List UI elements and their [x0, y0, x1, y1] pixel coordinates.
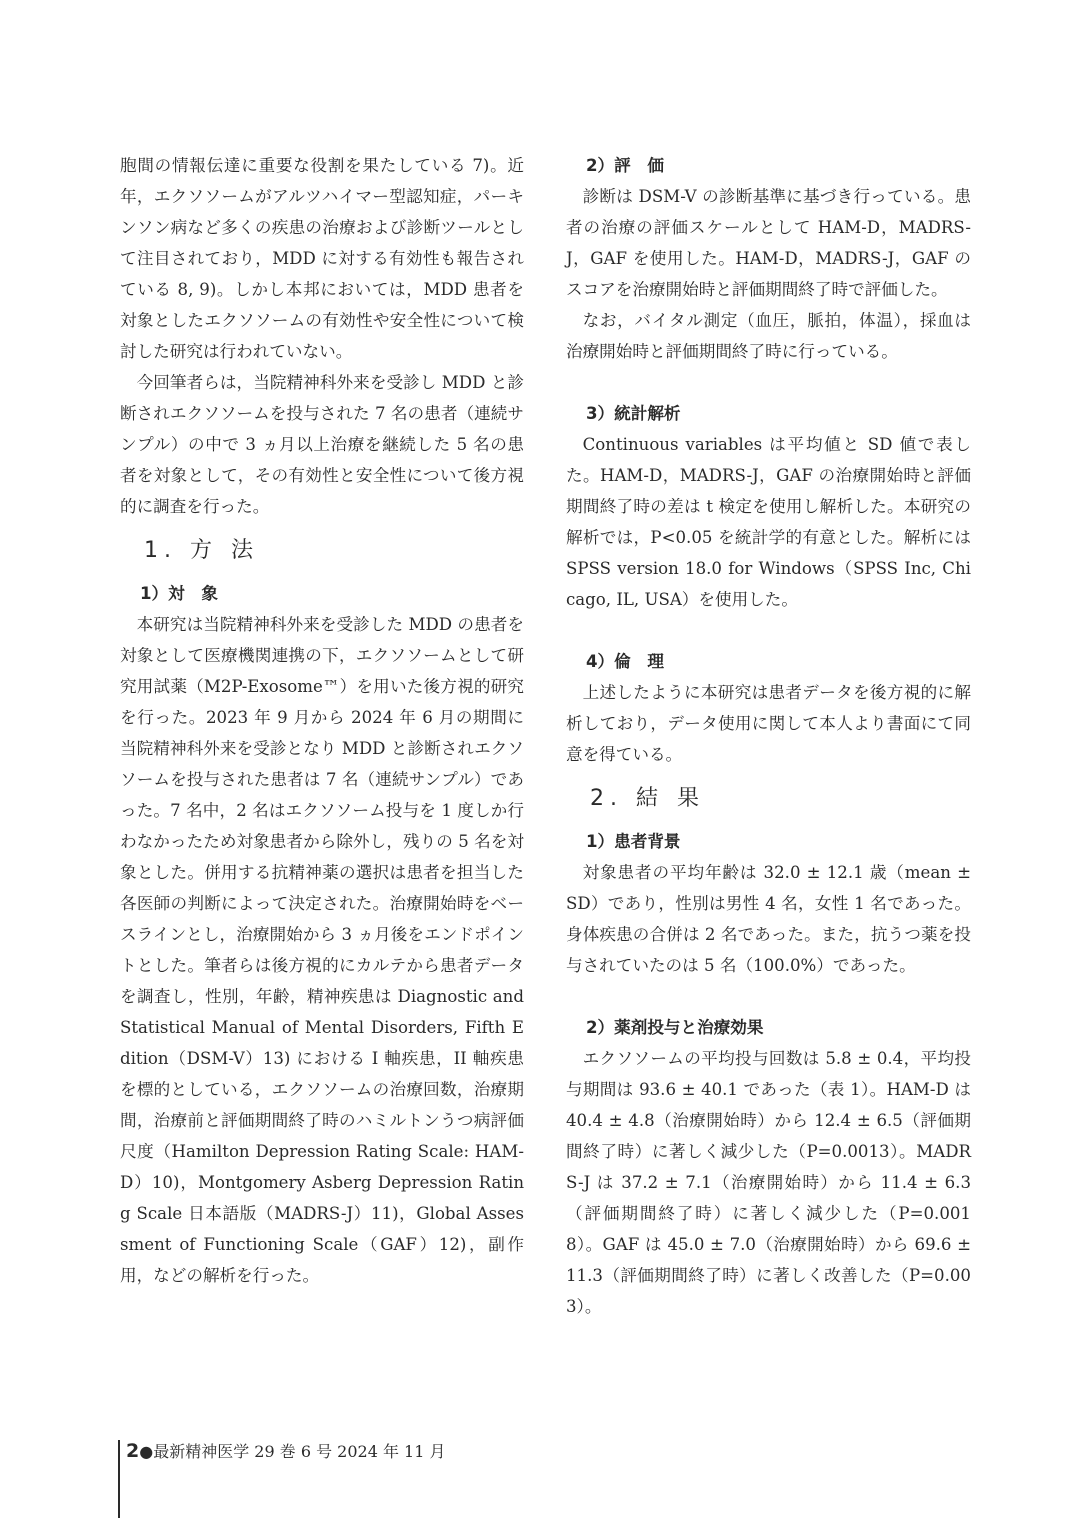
spacer	[566, 981, 971, 1012]
paragraph-background: 対象患者の平均年齢は 32.0 ± 12.1 歳（mean ± SD）であり，性別は男性 4 名，女性 1 名であった。身体疾患の合併は 2 名であった。また，抗うつ薬を投与されていたのは 5 名（100.0%）であった。	[566, 863, 971, 975]
subheading-administration: 2）薬剤投与と治療効果	[586, 1018, 764, 1037]
paragraph-vitals: なお，バイタル測定（血圧，脈拍，体温），採血は治療開始時と評価期間終了時に行っている。	[566, 311, 971, 361]
subheading-background: 1）患者背景	[586, 832, 681, 851]
page-footer	[118, 1440, 446, 1518]
paragraph-ethics: 上述したように本研究は患者データを後方視的に解析しており，データ使用に関して本人より書面にて同意を得ている。	[566, 683, 971, 764]
journal-citation: ●最新精神医学 29 巻 6 号 2024 年 11 月	[139, 1442, 446, 1461]
section-heading-results: 2. 結 果	[590, 786, 705, 811]
paragraph-intro-aim: 今回筆者らは，当院精神科外来を受診し MDD と診断されエクソソームを投与された 7 名の患者（連続サンプル）の中で 3 ヵ月以上治療を継続した 5 名の患者を対象として，その有効性と安全性について後方視的に調査を行った。	[120, 373, 524, 516]
right-column	[566, 150, 971, 1322]
paragraph-statistics: Continuous variables は平均値と SD 値で表した。HAM-D，MADRS-J，GAF の治療開始時と評価期間終了時の差は t 検定を使用し解析した。本研究の解析では，P<0.05 を統計学的有意とした。解析には SPSS version 18.0 for Windows（SPSS Inc, Chicago, IL, USA）を使用した。	[566, 435, 971, 609]
paragraph-administration: エクソソームの平均投与回数は 5.8 ± 0.4，平均投与期間は 93.6 ± 40.1 であった（表 1）。HAM-D は 40.4 ± 4.8（治療開始時）から 12.4 ± 6.5（評価期間終了時）に著しく減少した（P=0.0013）。MADRS-J は 37.2 ± 7.1（治療開始時）から 11.4 ± 6.3（評価期間終了時）に著しく減少した（P=0.0018）。GAF は 45.0 ± 7.0（治療開始時）から 69.6 ± 11.3（評価期間終了時）に著しく改善した（P=0.003）。	[566, 1049, 971, 1316]
spacer	[566, 615, 971, 646]
spacer	[566, 367, 971, 398]
subheading-evaluation: 2）評 価	[586, 156, 664, 175]
section-heading-methods: 1. 方 法	[144, 538, 259, 563]
page-number: 2	[126, 1440, 140, 1462]
subheading-subjects: 1）対 象	[140, 584, 218, 603]
subheading-statistics: 3）統計解析	[586, 404, 681, 423]
paragraph-subjects: 本研究は当院精神科外来を受診した MDD の患者を対象として医療機関連携の下，エクソソームとして研究用試薬（M2P-Exosome™）を用いた後方視的研究を行った。2023 年 9 月から 2024 年 6 月の期間に当院精神科外来を受診となり MDD と診断されエクソソームを投与された患者は 7 名（連続サンプル）であった。7 名中，2 名はエクソソーム投与を 1 度しか行わなかったため対象患者から除外し，残りの 5 名を対象とした。併用する抗精神薬の選択は患者を担当した各医師の判断によって決定された。治療開始時をベースラインとし，治療開始から 3 ヵ月後をエンドポイントとした。筆者らは後方視的にカルテから患者データを調査し，性別，年齢，精神疾患は Diagnostic and Statistical Manual of Mental Disorders, Fifth Edition（DSM-V）13) における I 軸疾患，II 軸疾患を標的としている，エクソソームの治療回数，治療期間，治療前と評価期間終了時のハミルトンうつ病評価尺度（Hamilton Depression Rating Scale: HAM-D）10)，Montgomery Asberg Depression Rating Scale 日本語版（MADRS-J）11)，Global Assessment of Functioning Scale（GAF）12)，副作用，などの解析を行った。	[120, 615, 524, 1285]
paragraph-evaluation: 診断は DSM-V の診断基準に基づき行っている。患者の治療の評価スケールとして HAM-D，MADRS-J，GAF を使用した。HAM-D，MADRS-J，GAF のスコアを治療開始時と評価期間終了時で評価した。	[566, 187, 971, 299]
left-column	[120, 150, 524, 1291]
paragraph-intro-continued: 胞間の情報伝達に重要な役割を果たしている 7)。近年，エクソソームがアルツハイマー型認知症，パーキンソン病など多くの疾患の治療および診断ツールとして注目されており，MDD に対する有効性も報告されている 8, 9)。しかし本邦においては，MDD 患者を対象としたエクソソームの有効性や安全性について検討した研究は行われていない。	[120, 156, 524, 361]
subheading-ethics: 4）倫 理	[586, 652, 664, 671]
